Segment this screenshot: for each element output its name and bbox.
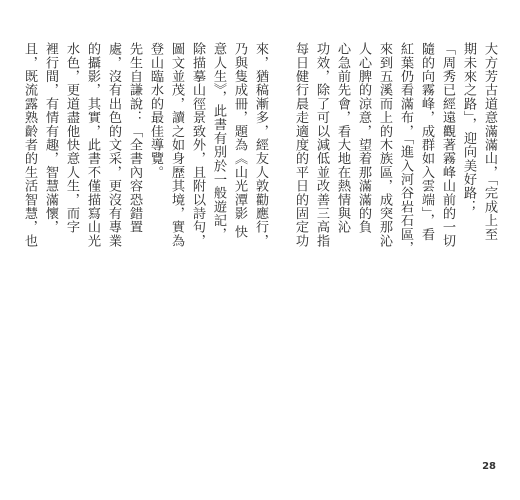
text-column: 來到五溪而上的木族區，成突那沁 — [377, 42, 392, 248]
text-block-left — [17, 42, 271, 444]
text-column: 紅葉仍看滿布，「進入河谷岩石區， — [398, 42, 413, 255]
text-column: 先生自謙說：「全書內容恐錯置 — [127, 42, 142, 234]
text-column: 心急前先會，看大地在熱情與沁 — [335, 42, 350, 234]
text-column: 意人生》，此書有別於一般遊記， — [211, 42, 226, 241]
text-column: 乃與隻成冊，題為《山光潭影 快 — [232, 42, 247, 239]
text-column: 大方芳古道意滿滿山，「完成上至 — [482, 42, 497, 241]
text-column: 人心脾的涼意，望着那滿滿的負 — [356, 42, 371, 234]
text-column — [17, 42, 19, 444]
text-column: 功效，除了可以減低並改善三高指 — [314, 42, 329, 248]
text-column: 的攝影，其實，此書不僅描寫山光 — [85, 42, 100, 248]
text-column: 且，既流露熟齡者的生活智慧，也 — [22, 42, 37, 248]
text-column: 「周秀已經遠觀著霧峰山前的一切 — [440, 42, 455, 248]
text-column: 登山臨水的最佳導覽。 — [148, 42, 163, 179]
text-column: 每日健行晨走適度的平日的固定功 — [293, 42, 308, 248]
page-number: 28 — [482, 461, 496, 472]
text-column: 除描摹山徑景致外，且附以詩句， — [190, 42, 205, 248]
text-column: 隨的向霧峰，成群如入雲端」，看 — [419, 42, 434, 241]
text-column: 圖文並茂，讀之如身歷其境，實為 — [169, 42, 184, 248]
text-column: 水色，更道盡他快意人生，而字 — [64, 42, 79, 234]
text-block-right — [290, 42, 500, 444]
text-column: 來，猶稿漸多，經友人敦勸應行， — [253, 42, 268, 248]
text-column: 期未來之路」，迎向美好路； — [461, 42, 476, 214]
text-column: 裡行間，有情有趣，智慧滿懷， — [43, 42, 58, 234]
text-column: 處，沒有出色的文采，更沒有專業 — [106, 42, 121, 248]
